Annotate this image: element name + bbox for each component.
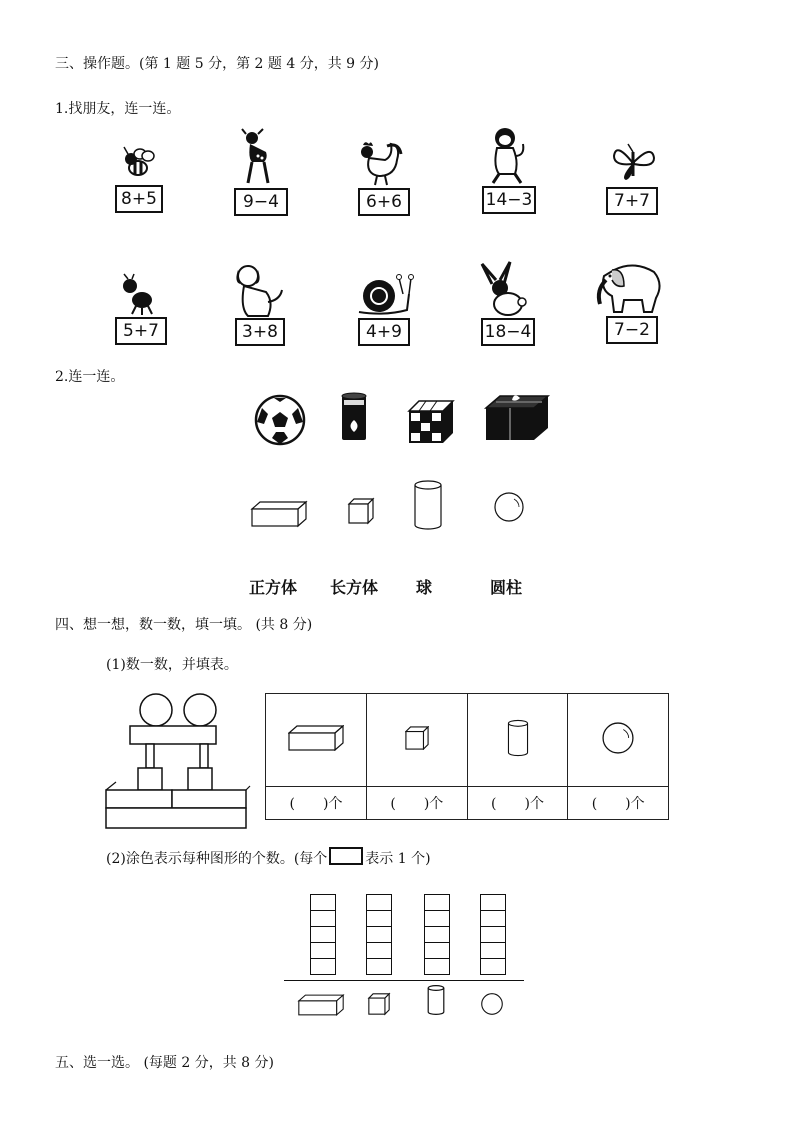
expr-card: 6+6 [358,188,410,216]
chart-baseline [284,980,524,981]
table-cell [568,694,669,787]
expr-card: 7−2 [606,316,658,344]
part-1-label: (1)数一数，并填表。 [106,657,238,673]
chart-column-sphere[interactable] [480,895,506,975]
monkey-icon [487,126,527,184]
chart-cell[interactable] [310,958,336,975]
answer-blank[interactable]: ( )个 [568,787,669,820]
count-table [265,693,669,820]
expr-card: 7+7 [606,187,658,215]
cuboid-icon [298,994,344,1016]
cube-icon [405,726,429,750]
rabbit-icon [478,262,530,318]
cuboid-icon [288,725,344,751]
snail-icon [355,272,413,316]
shape-name-sphere: 球 [416,578,433,597]
chart-cell[interactable] [480,942,506,959]
unit-square-icon [329,847,363,865]
chart-cell[interactable] [310,910,336,927]
butterfly-icon [610,142,656,182]
chart-cell[interactable] [424,958,450,975]
expr-card: 8+5 [115,185,163,213]
expr-card: 9−4 [234,188,288,216]
expr-card: 18−4 [481,318,535,346]
cylinder-icon [427,983,445,1017]
expr-card: 3+8 [235,318,285,346]
table-cell [367,694,468,787]
block-structure-illustration [104,692,250,830]
shape-name-cube: 正方体 [249,578,298,597]
chart-cell[interactable] [480,910,506,927]
chart-cell[interactable] [424,894,450,911]
expr-card: 14−3 [482,186,536,214]
gift-box-icon [486,394,548,442]
question-2-label: 2.连一连。 [55,369,125,385]
chart-column-cylinder[interactable] [424,895,450,975]
chart-cell[interactable] [424,942,450,959]
part-2-label-after: 表示 1 个) [365,851,431,867]
chart-cell[interactable] [366,910,392,927]
answer-blank[interactable]: ( )个 [266,787,367,820]
section-3-heading: 三、操作题。(第 1 题 5 分，第 2 题 4 分，共 9 分) [55,56,379,72]
chart-cell[interactable] [310,894,336,911]
bee-icon [118,142,158,182]
rooster-icon [355,140,405,186]
chart-cell[interactable] [366,958,392,975]
can-icon [341,392,367,442]
chart-cell[interactable] [424,926,450,943]
expr-card: 4+9 [358,318,410,346]
ant-icon [118,274,158,316]
chart-cell[interactable] [310,926,336,943]
chart-column-cuboid[interactable] [310,895,336,975]
elephant-icon [594,260,666,314]
sphere-icon [481,993,503,1015]
chart-cell[interactable] [310,942,336,959]
answer-blank[interactable]: ( )个 [367,787,468,820]
cylinder-icon [507,718,529,758]
deer-icon [238,128,272,184]
chart-cell[interactable] [480,926,506,943]
question-1-label: 1.找朋友，连一连。 [55,101,181,117]
chart-cell[interactable] [480,894,506,911]
chart-cell[interactable] [366,926,392,943]
cuboid-icon [251,501,307,527]
section-5-heading: 五、选一选。 (每题 2 分，共 8 分) [55,1055,274,1071]
sphere-icon [494,492,524,522]
part-2-label [106,847,431,868]
table-cell [266,694,367,787]
shape-name-cylinder: 圆柱 [490,578,523,597]
chart-cell[interactable] [424,910,450,927]
sphere-icon [602,722,634,754]
cylinder-icon [413,479,443,531]
cube-icon [368,993,390,1015]
dog-icon [232,262,284,318]
table-cell [467,694,568,787]
rubik-cube-icon [409,401,453,443]
chart-cell[interactable] [480,958,506,975]
soccer-ball-icon [254,394,306,446]
shape-name-cuboid: 长方体 [330,578,379,597]
chart-column-cube[interactable] [366,895,392,975]
cube-icon [348,498,374,524]
answer-blank[interactable]: ( )个 [467,787,568,820]
chart-cell[interactable] [366,942,392,959]
part-2-label-before: (2)涂色表示每种图形的个数。(每个 [106,851,328,867]
chart-cell[interactable] [366,894,392,911]
expr-card: 5+7 [115,317,167,345]
section-4-heading: 四、想一想，数一数，填一填。 (共 8 分) [55,617,313,633]
